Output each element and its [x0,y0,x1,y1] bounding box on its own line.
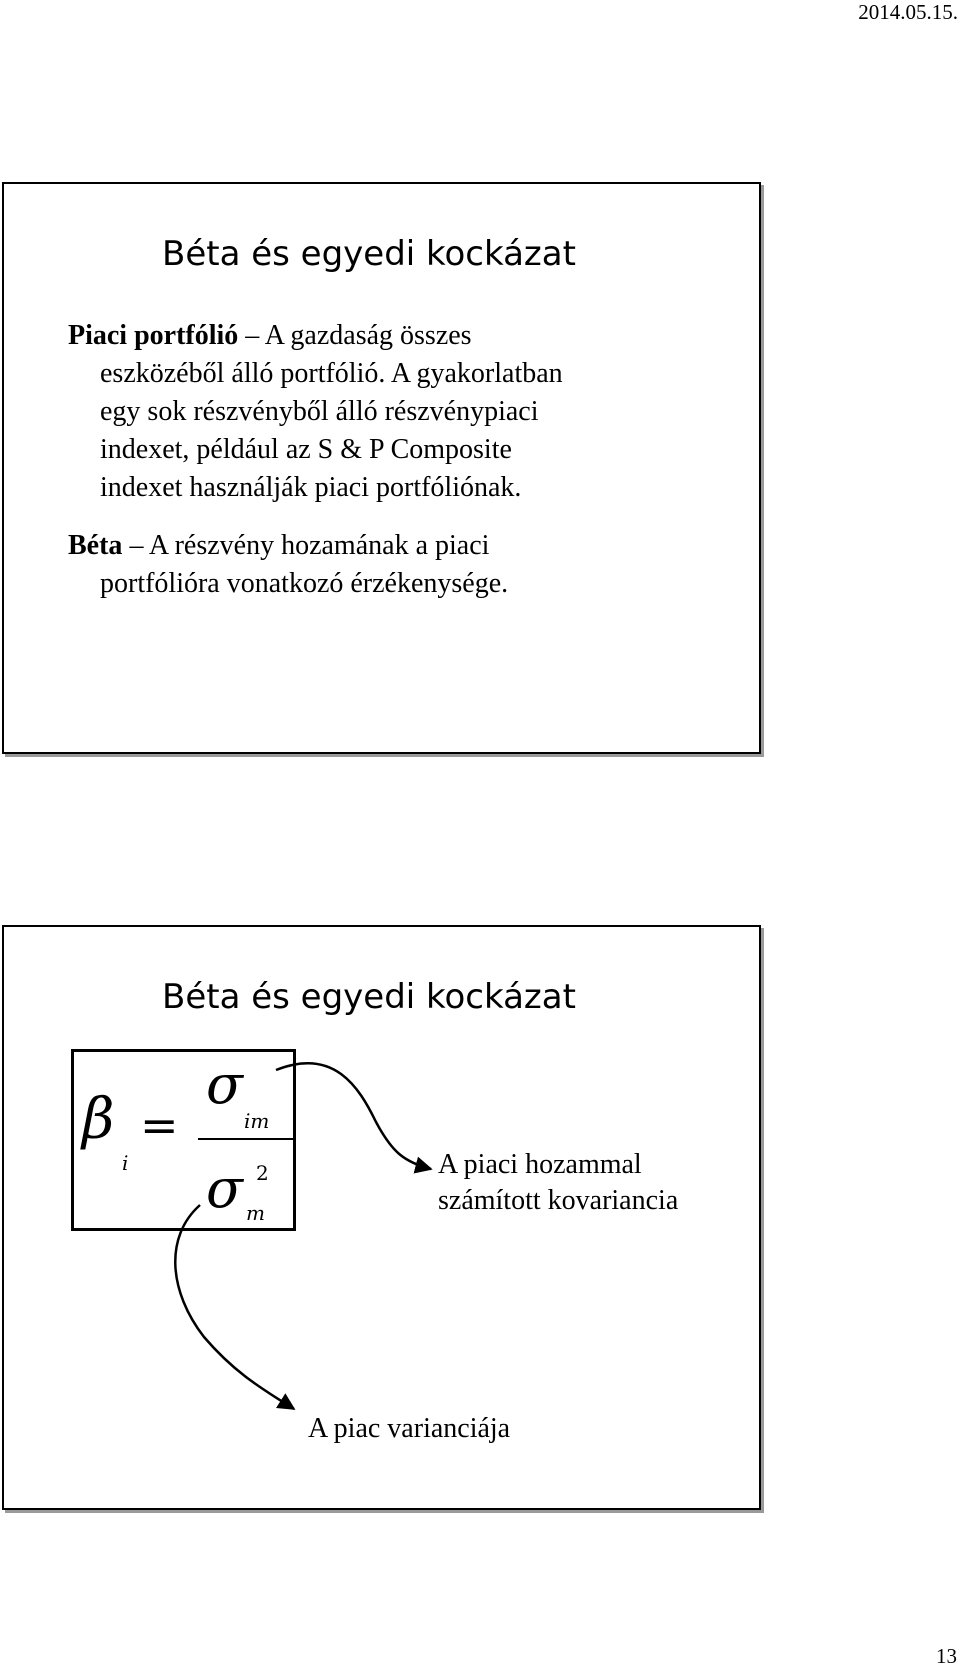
definition-line: eszközéből álló portfólió. A gyakorlatban [100,358,563,389]
definition-line [68,317,748,355]
superscript-2: 2 [256,1161,269,1185]
annotation-line: A piaci hozammal [438,1149,642,1180]
arrow-to-covariance [276,1063,431,1169]
definition-term: Béta [68,530,123,561]
subscript-im: im [244,1109,270,1133]
fraction-line [198,1138,293,1140]
annotation-variance: A piac varianciája [308,1413,511,1444]
subscript-i: i [122,1151,129,1175]
annotation-line: számított kovariancia [438,1185,679,1216]
definition-line: egy sok részvényből álló részvénypiaci [100,396,539,427]
definition-line: portfólióra vonatkozó érzékenysége. [100,568,509,599]
arrow-to-variance [175,1205,294,1409]
definition-line [68,527,748,565]
definition-beta [68,527,748,603]
subscript-m: m [246,1201,265,1225]
slide-beta-formula [2,925,761,1510]
slide-title: Béta és egyedi kockázat [162,234,576,274]
definition-text: – A gazdaság összes [238,320,472,351]
definition-line: indexet használják piaci portfóliónak. [100,472,522,503]
slide-market-portfolio [2,182,761,754]
equals-sign: = [140,1098,179,1152]
beta-symbol: β [82,1087,115,1152]
slide-title: Béta és egyedi kockázat [162,977,576,1017]
definition-text: – A részvény hozamának a piaci [122,530,490,561]
definition-term: Piaci portfólió [68,320,239,351]
header-date: 2014.05.15. [858,0,958,24]
page-number: 13 [936,1644,957,1668]
beta-formula-box [71,1049,296,1231]
annotation-covariance [438,1147,678,1219]
definition-market-portfolio [68,317,748,507]
sigma-variance: σ [206,1157,243,1220]
sigma-covariance: σ [206,1053,243,1116]
definition-line: indexet, például az S & P Composite [100,434,512,465]
